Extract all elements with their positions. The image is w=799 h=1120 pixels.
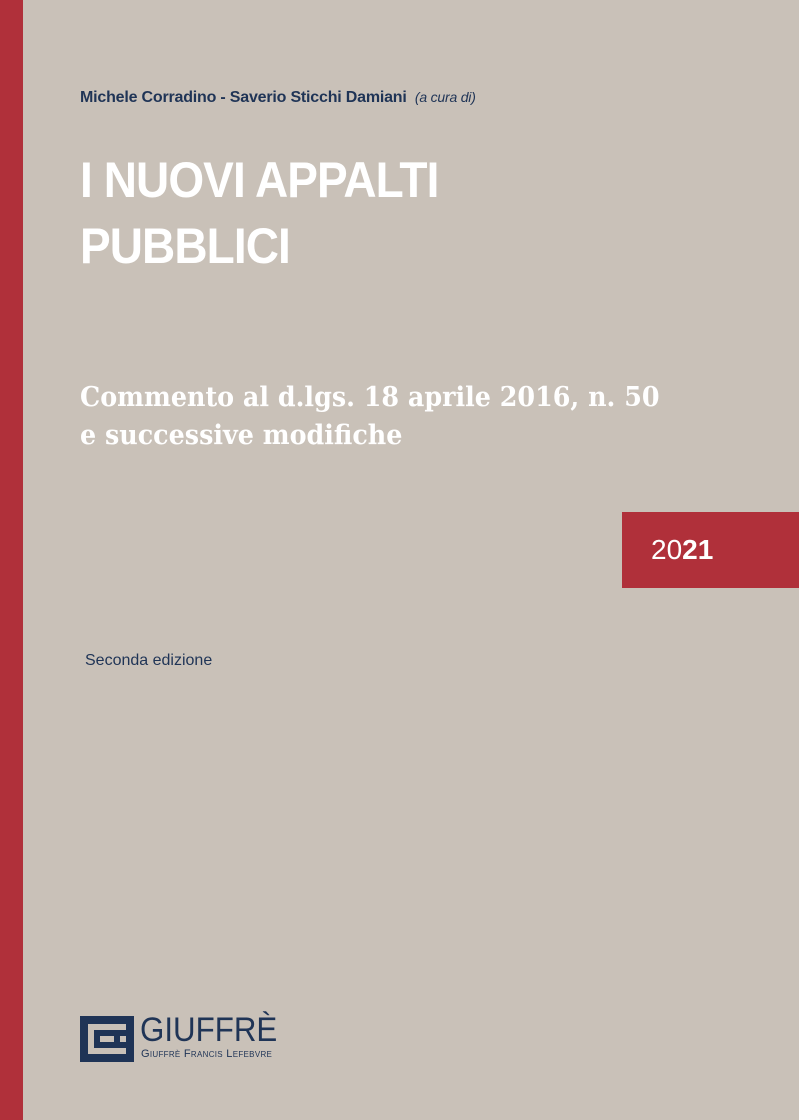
- book-title-line-1: I NUOVI APPALTI: [80, 152, 439, 208]
- red-spine-stripe: [0, 0, 23, 1120]
- publisher-name: GIUFFRÈ: [140, 1011, 278, 1049]
- publication-year: [651, 534, 713, 566]
- editor-note: (a cura di): [414, 89, 476, 105]
- year-prefix: 20: [651, 534, 683, 565]
- authors-line: [80, 89, 476, 107]
- giuffre-logo-icon: [80, 1016, 134, 1062]
- book-subtitle: [80, 379, 660, 455]
- book-subtitle-line-1: Commento al d.lgs. 18 aprile 2016, n. 50: [80, 382, 660, 413]
- year-suffix: 21: [682, 534, 714, 565]
- book-title: [80, 147, 438, 279]
- edition-label: Seconda edizione: [85, 652, 213, 669]
- book-subtitle-line-2: e successive modifiche: [80, 420, 403, 451]
- authors-names: Michele Corradino - Saverio Sticchi Damiani: [80, 89, 407, 106]
- publisher-tagline: Giuffrè Francis Lefebvre: [141, 1048, 273, 1060]
- publisher-logo: [80, 1011, 310, 1062]
- book-title-line-2: PUBBLICI: [80, 218, 290, 274]
